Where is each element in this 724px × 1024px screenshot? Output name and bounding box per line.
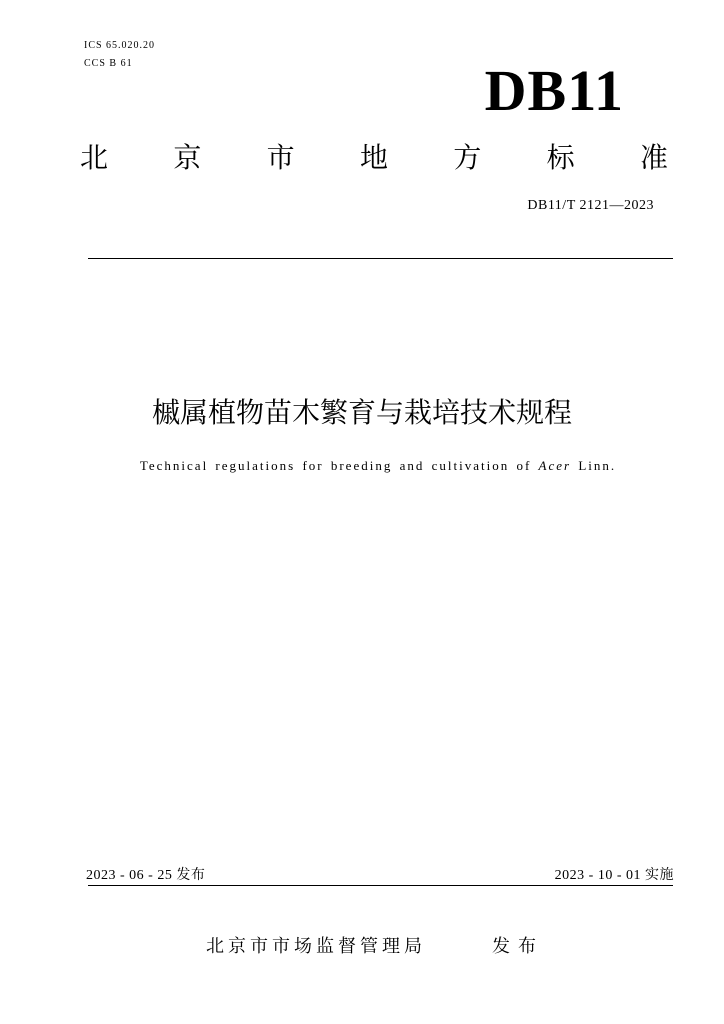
- level-char: 北: [80, 141, 109, 174]
- level-char: 市: [266, 141, 295, 174]
- ics-code: ICS 65.020.20: [84, 40, 156, 51]
- standard-level-heading: [80, 138, 668, 178]
- issue-label: 发布: [492, 936, 544, 957]
- level-char: 方: [453, 141, 482, 174]
- title-en-suffix: Linn.: [571, 458, 617, 473]
- document-title-chinese: 槭属植物苗木繁育与栽培技术规程: [151, 396, 572, 429]
- level-char: 准: [639, 141, 668, 174]
- level-char: 京: [173, 141, 202, 174]
- bottom-divider: [88, 885, 673, 886]
- release-date: 2023 - 06 - 25 发布: [86, 868, 206, 883]
- ccs-code: CCS B 61: [84, 58, 133, 69]
- level-char: 地: [359, 141, 388, 174]
- top-divider: [88, 258, 673, 259]
- document-title-english: [0, 458, 724, 474]
- implementation-date: 2023 - 10 - 01 实施: [554, 868, 674, 883]
- level-char: 标: [546, 141, 575, 174]
- db11-logo: DB11: [484, 58, 624, 123]
- title-en-genus: Acer: [538, 458, 572, 473]
- issuing-authority: 北京市市场监督管理局: [206, 936, 426, 957]
- title-en-prefix: Technical regulations for breeding and cultivation of: [139, 458, 539, 473]
- standard-number: DB11/T 2121—2023: [527, 198, 654, 213]
- classification-codes: [84, 37, 155, 73]
